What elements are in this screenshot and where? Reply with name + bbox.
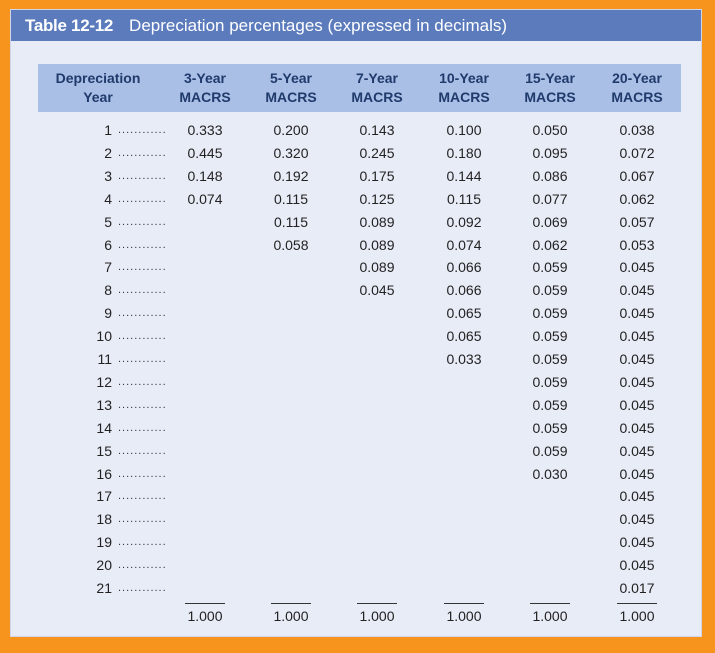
leader-dots: ............ (118, 284, 167, 297)
year-label: 14 (96, 419, 112, 436)
percentage-cell: 0.045 (619, 396, 655, 413)
table-row (11, 234, 701, 257)
table-row (11, 577, 701, 600)
table-row (11, 256, 701, 279)
leader-dots: ............ (118, 261, 167, 274)
leader-dots: ............ (118, 192, 167, 205)
total-cell: 1.000 (532, 607, 568, 624)
leader-dots: ............ (118, 307, 167, 320)
year-label: 12 (96, 373, 112, 390)
table-row (11, 188, 701, 211)
table-row (11, 531, 701, 554)
total-rule (357, 603, 397, 604)
table-caption: Depreciation percentages (expressed in decimals) (129, 15, 508, 35)
percentage-cell: 0.144 (446, 167, 482, 184)
percentage-cell: 0.066 (446, 259, 482, 276)
percentage-cell: 0.059 (532, 328, 568, 345)
year-label: 9 (104, 305, 112, 322)
table-row (11, 394, 701, 417)
percentage-cell: 0.045 (619, 557, 655, 574)
leader-dots: ............ (118, 421, 167, 434)
leader-dots: ............ (118, 582, 167, 594)
header-5-year: 5-Year MACRS (265, 70, 317, 105)
percentage-cell: 0.089 (359, 236, 395, 253)
header-10-year: 10-Year MACRS (438, 70, 490, 105)
table-row (11, 554, 701, 577)
percentage-cell: 0.045 (359, 282, 395, 299)
year-label: 19 (96, 534, 112, 551)
total-rule (617, 603, 657, 604)
percentage-cell: 0.045 (619, 534, 655, 551)
percentage-cell: 0.115 (447, 190, 481, 207)
table-header (38, 64, 681, 112)
table-row (11, 485, 701, 508)
percentage-cell: 0.143 (359, 122, 395, 138)
leader-dots: ............ (118, 559, 167, 572)
percentage-cell: 0.175 (359, 167, 395, 184)
table-number: Table 12-12 (25, 15, 114, 35)
table-row (11, 440, 701, 463)
percentage-cell: 0.045 (619, 419, 655, 436)
percentage-cell: 0.059 (532, 419, 568, 436)
percentage-cell: 0.089 (359, 213, 395, 230)
percentage-cell: 0.074 (446, 236, 482, 253)
leader-dots: ............ (118, 146, 167, 159)
leader-dots: ............ (118, 375, 167, 388)
percentage-cell: 0.065 (446, 305, 482, 322)
total-cell: 1.000 (273, 607, 309, 624)
percentage-cell: 0.059 (532, 373, 568, 390)
table-row (11, 417, 701, 440)
year-label: 8 (104, 282, 112, 299)
header-3-year: 3-Year MACRS (179, 70, 231, 105)
percentage-cell: 0.045 (619, 511, 655, 528)
header-7-year: 7-Year MACRS (351, 70, 403, 105)
percentage-cell: 0.030 (532, 465, 568, 482)
leader-dots: ............ (118, 536, 167, 549)
leader-dots: ............ (118, 238, 167, 251)
year-label: 15 (96, 442, 112, 459)
percentage-cell: 0.059 (532, 282, 568, 299)
percentage-cell: 0.066 (446, 282, 482, 299)
percentage-cell: 0.180 (446, 144, 482, 161)
year-label: 3 (104, 167, 112, 184)
percentage-cell: 0.333 (187, 122, 223, 138)
leader-dots: ............ (118, 490, 167, 503)
year-label: 6 (104, 236, 112, 253)
percentage-cell: 0.045 (619, 488, 655, 505)
table-row (11, 508, 701, 531)
table-row (11, 371, 701, 394)
table-row (11, 279, 701, 302)
total-rule (271, 603, 311, 604)
percentage-cell: 0.192 (273, 167, 309, 184)
table-row (11, 211, 701, 234)
total-cell: 1.000 (446, 607, 482, 624)
percentage-cell: 0.045 (619, 328, 655, 345)
percentage-cell: 0.045 (619, 305, 655, 322)
year-label: 17 (96, 488, 112, 505)
total-rule (444, 603, 484, 604)
percentage-cell: 0.445 (187, 144, 223, 161)
leader-dots: ............ (118, 398, 167, 411)
percentage-cell: 0.038 (619, 122, 655, 138)
percentage-cell: 0.045 (619, 259, 655, 276)
percentage-cell: 0.045 (619, 442, 655, 459)
year-label: 10 (96, 328, 112, 345)
year-label: 2 (104, 144, 112, 161)
percentage-cell: 0.062 (532, 236, 568, 253)
percentage-cell: 0.045 (619, 351, 655, 367)
table-row (11, 142, 701, 165)
table-row (11, 165, 701, 188)
total-cell: 1.000 (619, 607, 655, 624)
percentage-cell: 0.095 (532, 144, 568, 161)
header-15-year: 15-Year MACRS (524, 70, 576, 105)
percentage-cell: 0.033 (446, 351, 482, 367)
percentage-cell: 0.148 (187, 167, 223, 184)
percentage-cell: 0.072 (619, 144, 655, 161)
leader-dots: ............ (118, 330, 167, 343)
leader-dots: ............ (118, 444, 167, 457)
percentage-cell: 0.074 (187, 190, 223, 207)
table-card (10, 9, 702, 637)
table-title-bar (11, 10, 701, 41)
percentage-cell: 0.200 (273, 122, 309, 138)
table-row (11, 302, 701, 325)
year-label: 21 (96, 580, 112, 596)
year-label: 4 (104, 190, 112, 207)
table-row (11, 325, 701, 348)
total-cell: 1.000 (187, 607, 223, 624)
percentage-cell: 0.067 (619, 167, 655, 184)
percentage-cell: 0.059 (532, 259, 568, 276)
percentage-cell: 0.059 (532, 305, 568, 322)
percentage-cell: 0.065 (446, 328, 482, 345)
percentage-cell: 0.062 (619, 190, 655, 207)
percentage-cell: 0.115 (274, 190, 308, 207)
leader-dots: ............ (118, 124, 167, 136)
percentage-cell: 0.089 (359, 259, 395, 276)
year-label: 16 (96, 465, 112, 482)
header-depreciation-year: Depreciation Year (55, 70, 141, 105)
percentage-cell: 0.017 (619, 580, 655, 596)
table-row (11, 119, 701, 142)
header-20-year: 20-Year MACRS (611, 70, 663, 105)
percentage-cell: 0.059 (532, 442, 568, 459)
year-label: 5 (104, 213, 112, 230)
leader-dots: ............ (118, 215, 167, 228)
leader-dots: ............ (118, 169, 167, 182)
percentage-cell: 0.115 (274, 213, 308, 230)
year-label: 7 (104, 259, 112, 276)
percentage-cell: 0.320 (273, 144, 309, 161)
year-label: 11 (97, 351, 112, 367)
table-row (11, 463, 701, 486)
percentage-cell: 0.077 (532, 190, 568, 207)
percentage-cell: 0.045 (619, 373, 655, 390)
percentage-cell: 0.050 (532, 122, 568, 138)
percentage-cell: 0.059 (532, 396, 568, 413)
year-label: 18 (96, 511, 112, 528)
leader-dots: ............ (118, 353, 167, 365)
year-label: 20 (96, 557, 112, 574)
percentage-cell: 0.058 (273, 236, 309, 253)
leader-dots: ............ (118, 467, 167, 480)
year-label: 13 (96, 396, 112, 413)
percentage-cell: 0.092 (446, 213, 482, 230)
percentage-cell: 0.059 (532, 351, 568, 367)
percentage-cell: 0.069 (532, 213, 568, 230)
year-label: 1 (104, 122, 112, 138)
leader-dots: ............ (118, 513, 167, 526)
percentage-cell: 0.045 (619, 282, 655, 299)
percentage-cell: 0.057 (619, 213, 655, 230)
percentage-cell: 0.053 (619, 236, 655, 253)
percentage-cell: 0.086 (532, 167, 568, 184)
percentage-cell: 0.100 (446, 122, 482, 138)
percentage-cell: 0.125 (359, 190, 395, 207)
total-rule (185, 603, 225, 604)
table-row (11, 348, 701, 371)
percentage-cell: 0.245 (359, 144, 395, 161)
percentage-cell: 0.045 (619, 465, 655, 482)
total-cell: 1.000 (359, 607, 395, 624)
total-rule (530, 603, 570, 604)
